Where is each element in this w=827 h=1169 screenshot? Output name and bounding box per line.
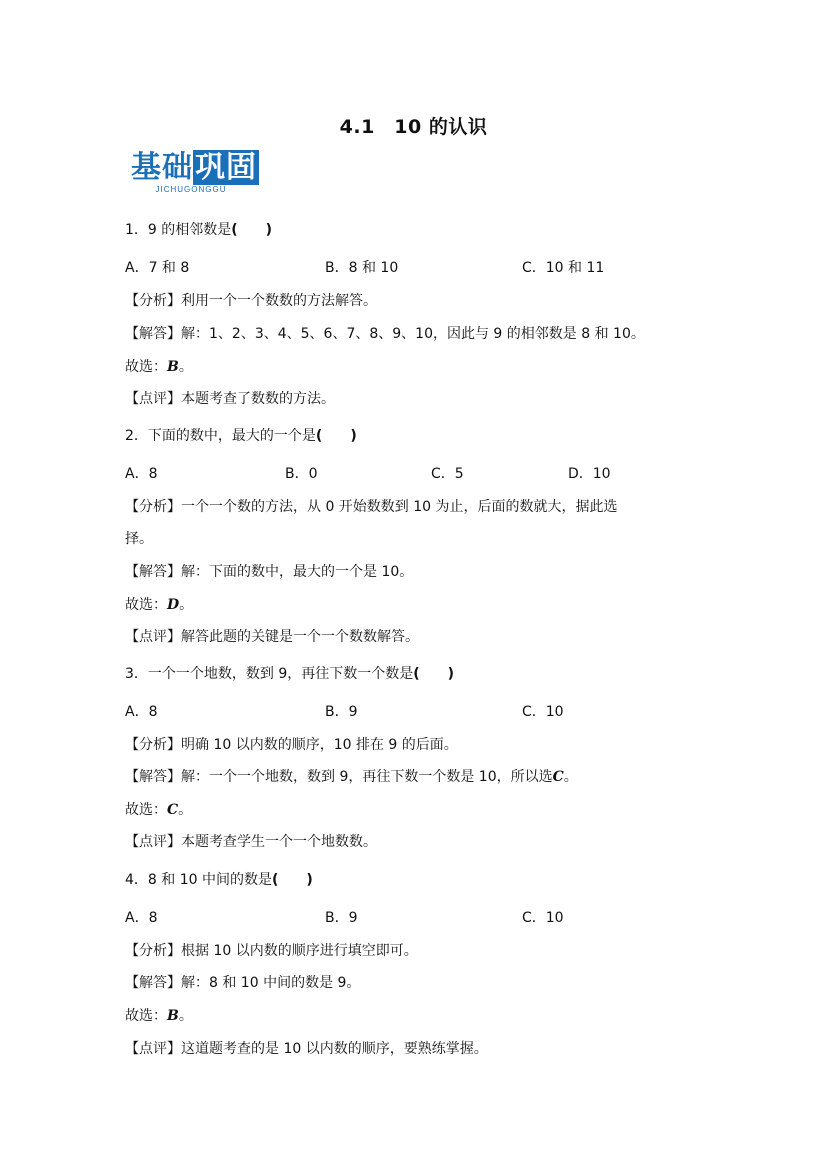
choice-answer: B (167, 1008, 179, 1024)
question-2-comment: 【点评】解答此题的关键是一个一个数数解答。 (125, 629, 419, 645)
question-3-analysis: 【分析】明确 10 以内数的顺序，10 排在 9 的后面。 (125, 737, 458, 753)
question-2-solution: 【解答】解：下面的数中，最大的一个是 10。 (125, 564, 414, 580)
question-1-choice (125, 357, 193, 377)
question-4-solution: 【解答】解：8 和 10 中间的数是 9。 (125, 975, 361, 991)
question-2-option-d: D．10 (568, 466, 611, 482)
choice-answer: D (167, 597, 180, 613)
question-4-analysis: 【分析】根据 10 以内数的顺序进行填空即可。 (125, 943, 418, 959)
solution-prefix: 【解答】解：一个一个地数，数到 9，再往下数一个数是 10，所以选 (125, 769, 553, 785)
question-1-option-a: A．7 和 8 (125, 260, 190, 276)
question-4-paren: ( ) (271, 872, 313, 888)
question-3-stem (125, 664, 454, 684)
choice-prefix: 故选： (125, 359, 167, 375)
solution-answer: C (552, 769, 564, 785)
choice-prefix: 故选： (125, 597, 167, 613)
solution-suffix: 。 (563, 769, 578, 785)
choice-answer: B (167, 359, 179, 375)
logo-text-plain: 基础 (131, 150, 193, 185)
question-2-stem-text: 2．下面的数中，最大的一个是 (125, 428, 316, 444)
choice-answer: C (167, 802, 179, 818)
question-2-analysis-line-1: 【分析】一个一个数的方法，从 0 开始数数到 10 为止，后面的数就大，据此选 (125, 499, 618, 515)
question-3-solution (125, 767, 578, 787)
choice-prefix: 故选： (125, 802, 167, 818)
choice-suffix: 。 (178, 1008, 193, 1024)
question-4-stem (125, 870, 313, 890)
question-2-choice (125, 595, 193, 615)
question-3-option-b: B．9 (325, 704, 358, 720)
question-4-choice (125, 1006, 193, 1026)
question-3-option-a: A．8 (125, 704, 158, 720)
section-logo (131, 150, 276, 200)
question-3-paren: ( ) (413, 666, 455, 682)
logo-text (131, 150, 276, 186)
question-1-stem (125, 220, 272, 240)
question-4-stem-text: 4．8 和 10 中间的数是 (125, 872, 272, 888)
question-1-analysis: 【分析】利用一个一个数数的方法解答。 (125, 293, 377, 309)
question-3-stem-text: 3．一个一个地数，数到 9，再往下数一个数是 (125, 666, 414, 682)
question-3-comment: 【点评】本题考查学生一个一个地数数。 (125, 834, 377, 850)
question-2-paren: ( ) (315, 428, 357, 444)
question-1-paren: ( ) (231, 222, 273, 238)
question-1-stem-text: 1．9 的相邻数是 (125, 222, 232, 238)
question-2-option-b: B．0 (285, 466, 318, 482)
question-3-option-c: C．10 (522, 704, 564, 720)
question-2-stem (125, 426, 357, 446)
question-1-solution: 【解答】解：1、2、3、4、5、6、7、8、9、10，因此与 9 的相邻数是 8 和 10。 (125, 326, 645, 342)
question-4-option-b: B．9 (325, 910, 358, 926)
choice-suffix: 。 (178, 802, 193, 818)
question-2-option-a: A．8 (125, 466, 158, 482)
question-4-option-c: C．10 (522, 910, 564, 926)
page-title: 4.1 10 的认识 (339, 116, 488, 138)
question-4-option-a: A．8 (125, 910, 158, 926)
choice-suffix: 。 (178, 359, 193, 375)
question-4-comment: 【点评】这道题考查的是 10 以内数的顺序，要熟练掌握。 (125, 1041, 488, 1057)
question-2-option-c: C．5 (431, 466, 464, 482)
question-1-comment: 【点评】本题考查了数数的方法。 (125, 391, 335, 407)
logo-subtitle: JICHUGONGGU (155, 185, 227, 194)
question-1-option-c: C．10 和 11 (522, 260, 605, 276)
question-3-choice (125, 800, 192, 820)
question-1-option-b: B．8 和 10 (325, 260, 399, 276)
choice-suffix: 。 (179, 597, 194, 613)
question-2-analysis-line-2: 择。 (125, 531, 153, 547)
choice-prefix: 故选： (125, 1008, 167, 1024)
logo-text-highlight: 巩固 (195, 150, 257, 185)
